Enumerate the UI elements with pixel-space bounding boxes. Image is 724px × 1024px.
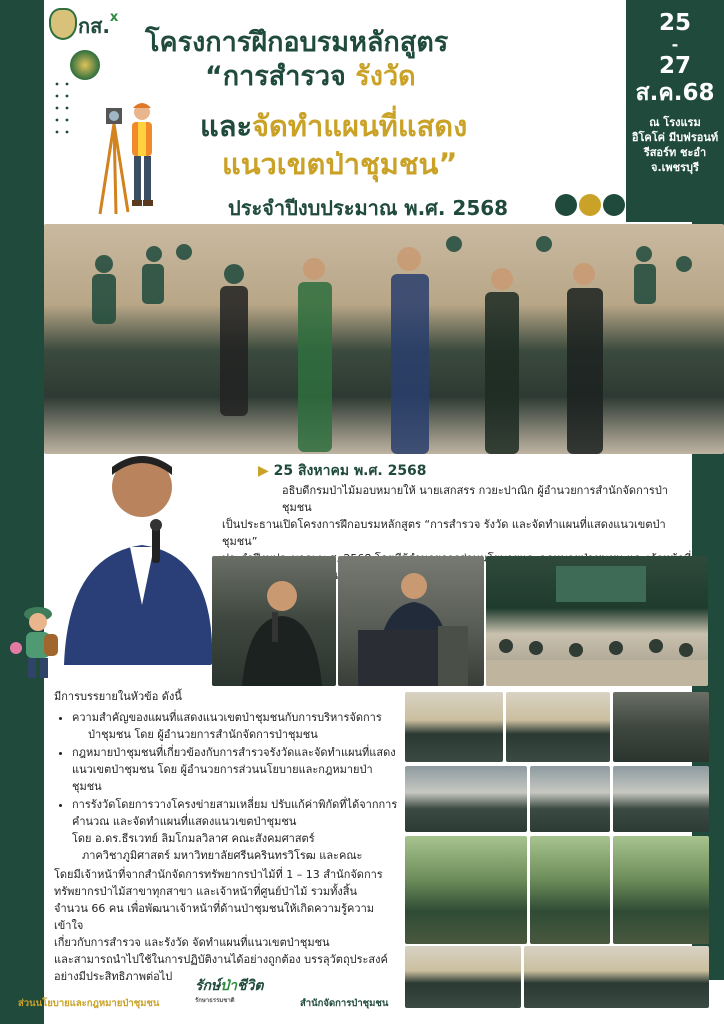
dot-pattern-icon	[54, 80, 76, 140]
venue-line-2: อิโคโค่ มีบฟรอนท์	[631, 131, 719, 144]
decor-dot-1	[555, 194, 577, 216]
title-line-2b: รังวัด	[355, 61, 416, 92]
gallery-photo-8	[530, 836, 610, 944]
participants-line-4: เกี่ยวกับการสำรวจ และรังวัด จัดทำแผนที่แนวเขตป่าชุมชน	[54, 936, 330, 949]
lecture-item-2-line-1: • กฎหมายป่าชุมชนที่เกี่ยวข้องกับการสำรวจรังวัดและจัดทำแผนที่แสดง	[72, 746, 396, 759]
participants-line-3: จำนวน 66 คน เพื่อพัฒนาเจ้าหน้าที่ด้านป่าชุมชนให้เกิดความรู้ความเข้าใจ	[54, 902, 375, 932]
title-line-3a: และ	[200, 109, 253, 143]
gallery-photo-9	[613, 836, 709, 944]
participants-line-6: อย่างมีประสิทธิภาพต่อไป	[54, 970, 173, 983]
title-line-4	[222, 146, 642, 182]
title-line-2a: “การสำรวจ	[205, 61, 356, 92]
left-frame-band	[0, 0, 44, 1024]
participants-line-1: โดยมีเจ้าหน้าที่จากสำนักจัดการทรัพยากรป่าไม้ที่ 1 – 13 สำนักจัดการ	[54, 868, 383, 881]
group-photo-figures	[44, 224, 724, 454]
lecture-item-1-line-1: • ความสำคัญของแผนที่แสดงแนวเขตป่าชุมชนกับการบริหารจัดการ	[72, 711, 382, 724]
gallery-photo-10	[405, 946, 521, 1008]
agency-seal-icon	[49, 8, 77, 40]
date-dash: -	[671, 35, 679, 54]
lecture-bullet-list	[54, 709, 399, 864]
participants-line-5: และสามารถนำไปใช้ในการปฏิบัติงานได้อย่างถูกต้อง บรรลุวัตถุประสงค์	[54, 953, 388, 966]
lecture-item-1-line-2: ป่าชุมชน โดย ผู้อำนวยการสำนักจัดการป่าชุมชน	[88, 728, 318, 741]
gallery-photo-7	[405, 836, 527, 944]
surveyor-figure-icon	[94, 94, 164, 218]
intro-line-1: อธิบดีกรมป่าไม้มอบหมายให้ นายเสกสรร กวยะปาณิก ผู้อำนวยการสำนักจัดการป่าชุมชน	[282, 484, 668, 514]
speaker-portrait-photo	[44, 455, 212, 665]
title-line-2	[205, 60, 625, 94]
venue-line-3: รีสอร์ท ชะอำ	[643, 146, 707, 159]
footer-logo-a: รักษ์	[195, 978, 221, 994]
lecture-item-3-line-3: โดย อ.ดร.ธีรเวทย์ ลิมโกมลวิลาศ คณะสังคมศาสตร์	[72, 832, 315, 845]
decor-dot-3	[603, 194, 625, 216]
gallery-photo-1	[405, 692, 503, 762]
event-date-box	[626, 0, 724, 222]
article-date-text: 25 สิงหาคม พ.ศ. 2568	[273, 463, 427, 479]
footer-logo-b: ป่า	[220, 978, 237, 994]
venue-line-1: ณ โรงแรม	[649, 116, 701, 129]
lecture-item	[72, 796, 399, 864]
lecture-topics	[54, 688, 399, 865]
date-day-start: 25	[658, 10, 691, 36]
department-emblem-icon	[70, 50, 100, 80]
lecture-item	[72, 709, 399, 743]
gs-logo: กส.$^x$	[78, 10, 119, 38]
laptop-presenter-figure	[338, 556, 484, 686]
gallery-photo-11	[524, 946, 709, 1008]
date-day-end: 27	[658, 53, 691, 79]
laptop-presenter-photo	[338, 556, 484, 686]
group-photo	[44, 224, 724, 454]
gallery-photo-5	[530, 766, 610, 832]
lecture-item-3-line-2: คำนวณ และจัดทำแผนที่แสดงแนวเขตป่าชุมชน	[72, 815, 297, 828]
lecture-item-3-line-4: ภาควิชาภูมิศาสตร์ มหาวิทยาลัยศรีนครินทรวิโรฒ และคณะ	[82, 849, 363, 862]
article-date-heading	[258, 460, 427, 482]
participants-paragraph	[54, 866, 402, 985]
lecture-intro: มีการบรรยายในหัวข้อ ดังนี้	[54, 690, 182, 703]
conference-room-photo	[486, 556, 708, 686]
conference-room-figures	[486, 556, 708, 686]
gallery-photo-2	[506, 692, 610, 762]
footer-logo-sub: รักษาธรรมชาติ	[195, 997, 235, 1004]
gs-logo-text: กส.	[78, 14, 110, 38]
hiker-figure-icon	[4, 600, 66, 684]
gallery-photo-6	[613, 766, 709, 832]
title-line-1: โครงการฝึกอบรมหลักสูตร	[145, 27, 449, 58]
presenter-photo	[212, 556, 336, 686]
title-line-3	[200, 108, 620, 144]
presenter-figure	[212, 556, 336, 686]
lecture-item-2-line-2: แนวเขตป่าชุมชน โดย ผู้อำนวยการส่วนนโยบายและกฎหมายป่าชุมชน	[72, 763, 373, 793]
decor-dot-2	[579, 194, 601, 216]
date-month-year: ส.ค.68	[635, 80, 715, 106]
gallery-photo-4	[405, 766, 527, 832]
title-line-3b: จัดทำแผนที่แสดง	[252, 109, 468, 143]
fiscal-year-subtitle: ประจำปีงบประมาณ พ.ศ. 2568	[228, 196, 509, 220]
speaker-figure	[44, 455, 212, 665]
gallery-photo-3	[613, 692, 709, 762]
venue-line-4: จ.เพชรบุรี	[651, 161, 699, 174]
participants-line-2: ทรัพยากรป่าไม้สาขาทุกสาขา และเจ้าหน้าที่ศูนย์ป่าไม้ รวมทั้งสิ้น	[54, 885, 358, 898]
intro-line-2: เป็นประธานเปิดโครงการฝึกอบรมหลักสูตร “การสำรวจ รังวัด และจัดทำแผนที่แสดงแนวเขตป่าชุมชน”	[222, 518, 666, 548]
triangle-bullet-icon: ▶	[258, 463, 269, 479]
title-line-4-text: แนวเขตป่าชุมชน”	[222, 147, 458, 181]
lecture-item-3-line-1: • การรังวัดโดยการวางโครงข่ายสามเหลี่ยม ปรับแก้ค่าพิกัดที่ได้จากการ	[72, 798, 398, 811]
lecture-item	[72, 744, 399, 795]
footer-campaign-logo	[195, 975, 263, 1005]
footer-division-name: ส่วนนโยบายและกฎหมายป่าชุมชน	[18, 998, 160, 1009]
footer-office-name: สำนักจัดการป่าชุมชน	[300, 998, 389, 1009]
footer-logo-c: ชีวิต	[236, 978, 264, 994]
